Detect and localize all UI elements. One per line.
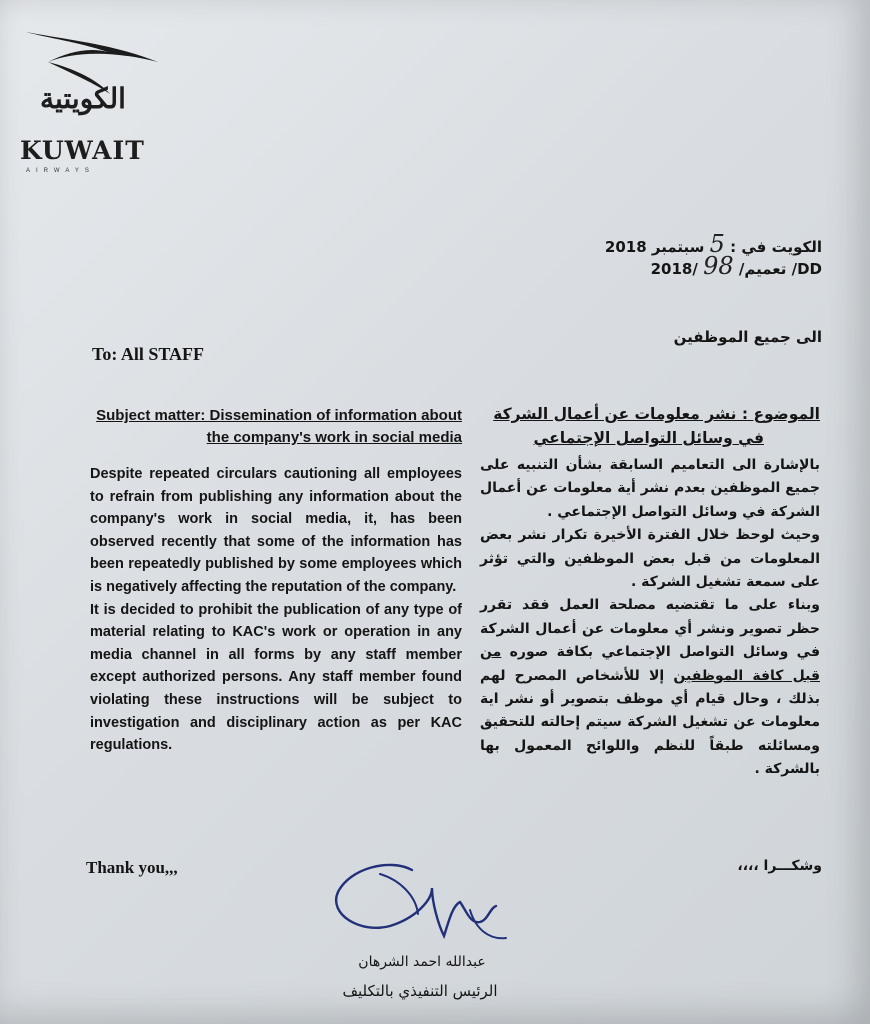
arabic-paragraph-1: بالإشارة الى التعاميم السابقة بشأن التنبيه على جميع الموظفين بعدم نشر أية معلومات عن أعمال الشركة في وسائل التواصل الإجتماعي . [480, 457, 820, 520]
english-column [90, 405, 462, 757]
kuwait-airways-logo [18, 22, 168, 187]
signatory-name: عبدالله احمد الشرهان [358, 954, 486, 970]
addressee-english: To: All STAFF [92, 344, 205, 364]
english-paragraph-2: It is decided to prohibit the publication of any type of material relating to KAC's work or operation in any media channel in all forms by any staff member except authorized persons. Any staff member found violating these instructions will be subject to investigation and disciplinary action as per KAC regulations. [90, 601, 462, 754]
english-paragraph-1: Despite repeated circulars cautioning all employees to refrain from publishing any information about the company's work in social media, it, has been observed recently that some of the information has been repeatedly published by some employees which is negatively affecting the reputation of the company. [90, 466, 462, 595]
addressee-arabic: الى جميع الموظفين [673, 328, 822, 346]
english-body [90, 463, 462, 757]
logo-subtext: AIRWAYS [26, 168, 95, 174]
logo-arabic-wordmark: الكويتية [40, 82, 126, 115]
arabic-column [480, 402, 820, 782]
date-day: 5 [709, 230, 725, 258]
arabic-body [480, 454, 820, 782]
arabic-paragraph-3 [480, 594, 820, 781]
letter-reference [651, 252, 822, 280]
arabic-paragraph-3-underlined: من قبل كافة الموظفين [480, 644, 820, 684]
arabic-subject-line-1: الموضوع : نشر معلومات عن أعمال الشركة [493, 405, 820, 423]
ref-year: /2018 [650, 260, 698, 278]
ref-prefix: DD/ تعميم/ [738, 260, 822, 278]
arabic-subject [480, 402, 820, 450]
signatory-title: الرئيس التنفيذي بالتكليف [342, 982, 498, 1000]
date-month-year: سبتمبر 2018 [604, 238, 705, 256]
arabic-paragraph-3-start: وبناء على ما تقتضيه مصلحة العمل فقد تقرر حظر تصوير ونشر أي معلومات عن أعمال الشركة في وسائل التواصل الإجتماعي بكافة صوره [480, 597, 820, 661]
logo-english-wordmark: KUWAIT [20, 136, 145, 165]
arabic-paragraph-3-end: إلا للأشخاص المصرح لهم بذلك ، وحال قيام أي موظف بتصوير أو نشر اية معلومات عن تشغيل الشركة سيتم إحالته للتحقيق ومسائلته طبقاً للنظم واللوائح المعمول بها بالشركة . [480, 667, 820, 778]
english-closing: Thank you,,, [86, 858, 178, 877]
ref-number: 98 [703, 252, 734, 280]
date-label: الكويت في : [730, 238, 822, 256]
arabic-closing: وشكـــرا ،،،، [737, 858, 822, 874]
arabic-subject-line-2: في وسائل التواصل الإجتماعي [533, 429, 764, 447]
handwritten-signature [320, 840, 520, 960]
english-subject: Subject matter: Dissemination of information about the company's work in social media [96, 407, 462, 446]
arabic-paragraph-2: وحيث لوحظ خلال الفترة الأخيرة تكرار نشر بعض المعلومات من قبل بعض الموظفين والتي تؤثر على سمعة تشغيل الشركة . [480, 527, 820, 591]
